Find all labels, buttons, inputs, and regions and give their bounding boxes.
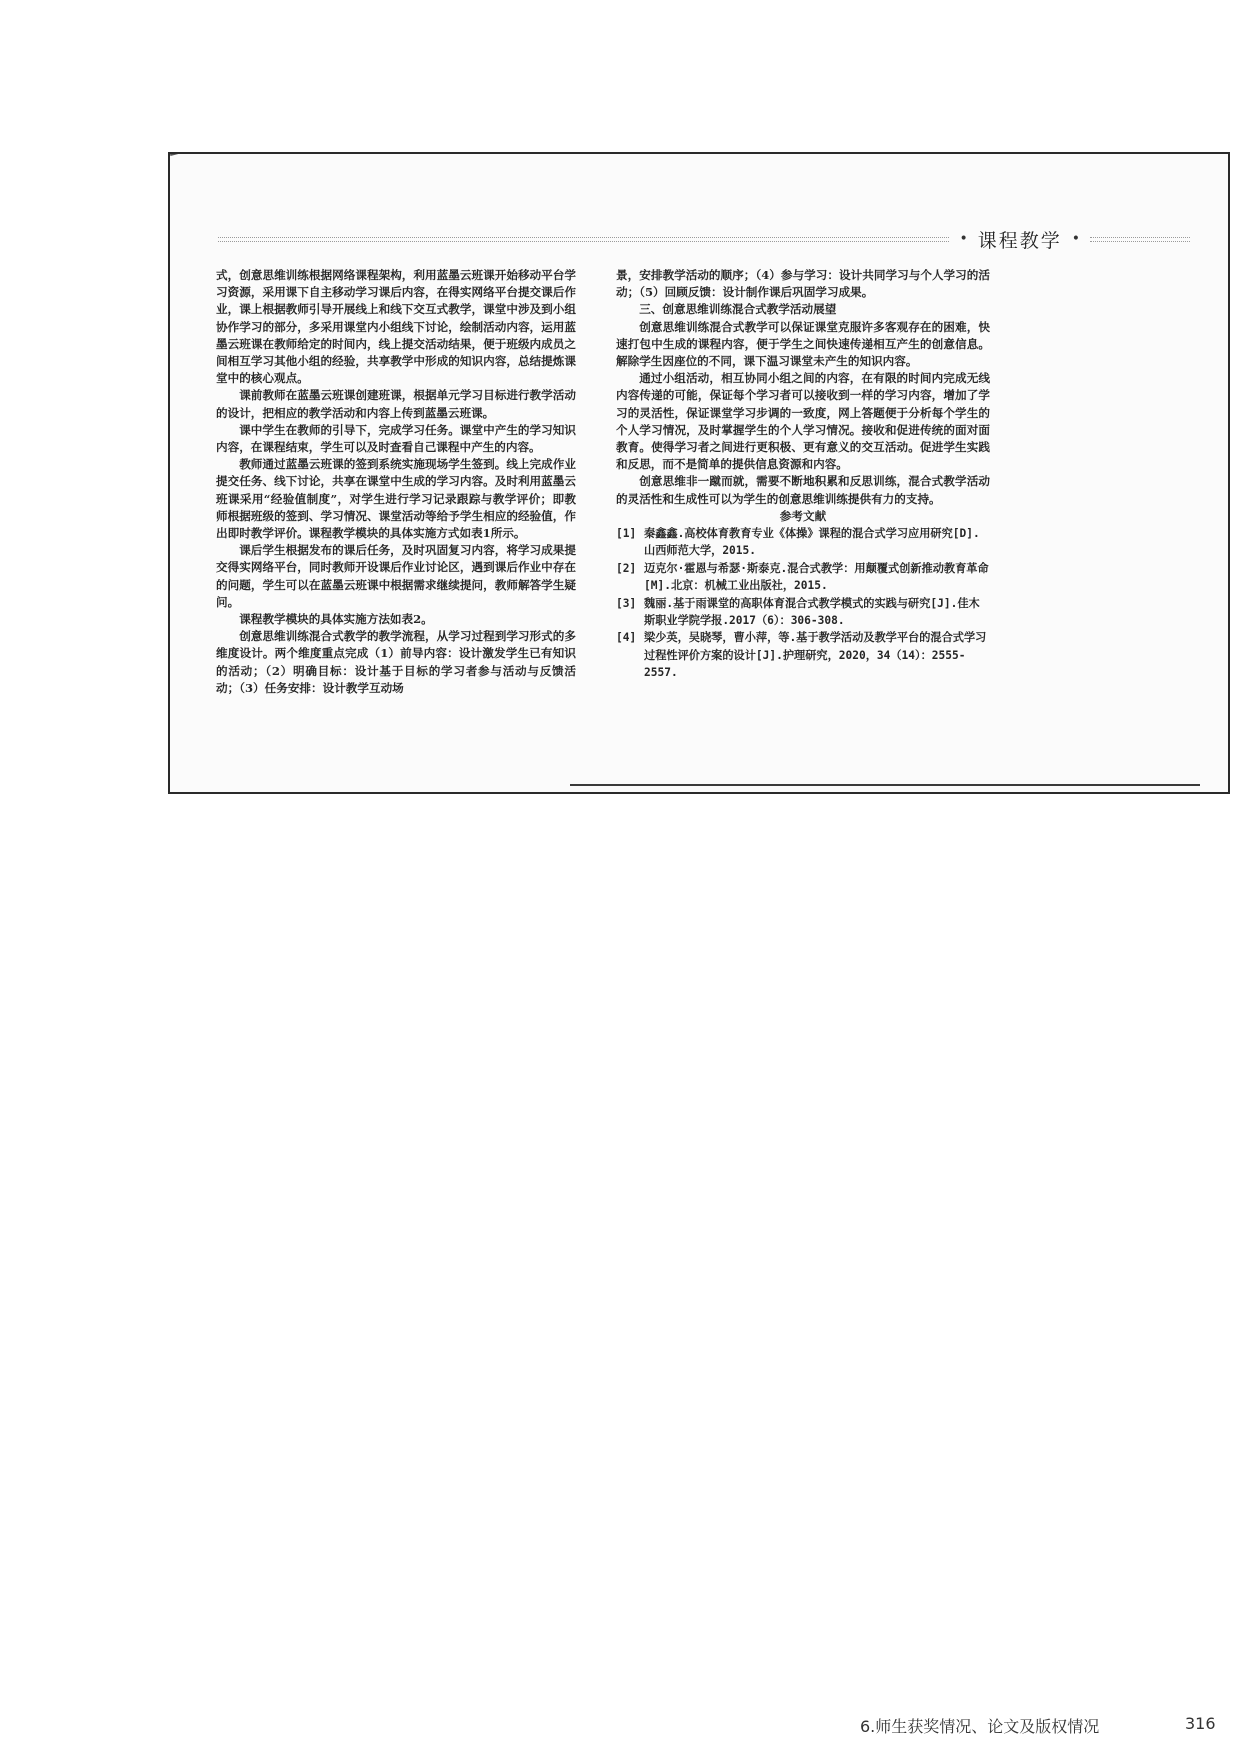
paragraph: 课程教学模块的具体实施方法如表2。 — [239, 612, 433, 627]
paragraph: 课前教师在蓝墨云班课创建班课，根据单元学习目标进行教学活动的设计，把相应的教学活动和内容上传到蓝墨云班课。 — [216, 388, 576, 420]
references-heading: 参考文献 — [779, 508, 827, 523]
reference-text: 迈克尔·霍恩与希瑟·斯泰克.混合式教学：用颠覆式创新推动教育革命[M].北京：机械工业出版社，2015. — [644, 561, 989, 593]
paragraph: 创意思维训练混合式教学的教学流程，从学习过程到学习形式的多维度设计。两个维度重点完成（1）前导内容：设计激发学生已有知识的活动；（2）明确目标：设计基于目标的学习者参与活动与反馈活动；（3）任务安排：设计教学互动场 — [216, 629, 576, 695]
reference-item — [616, 629, 990, 681]
footer-section-title: 6.师生获奖情况、论文及版权情况 — [860, 1717, 1100, 1736]
reference-item — [616, 560, 990, 595]
reference-item — [616, 525, 990, 560]
reference-text: 秦鑫鑫.高校体育教育专业《体操》课程的混合式学习应用研究[D].山西师范大学，2015. — [644, 527, 980, 558]
paragraph: 创意思维训练混合式教学可以保证课堂克服许多客观存在的困难，快速打包中生成的课程内容，便于学生之间快速传递相互产生的创意信息。解除学生因座位的不同，课下温习课堂未产生的知识内容。 — [616, 319, 990, 369]
paragraph: 式，创意思维训练根据网络课程架构，利用蓝墨云班课开始移动平台学习资源，采用课下自主移动学习课后内容，在得实网络平台提交课后作业，课上根据教师引导开展线上和线下交互式教学，课堂中涉及到小组协作学习的部分，多采用课堂内小组线下讨论，绘制活动内容，运用蓝墨云班课在教师给定的时间内，线上提交活动结果，便于班级内成员之间相互学习其他小组的经验，共享教学中形成的知识内容，总结提炼课堂中的核心观点。 — [216, 268, 576, 386]
bottom-rule — [570, 784, 1200, 786]
reference-item — [616, 595, 990, 630]
right-column — [616, 267, 990, 682]
header-rule-right — [1090, 237, 1190, 242]
paragraph: 课后学生根据发布的课后任务，及时巩固复习内容，将学习成果提交得实网络平台，同时教师开设课后作业讨论区，遇到课后作业中存在的问题，学生可以在蓝墨云班课中根据需求继续提问，教师解答学生疑问。 — [216, 543, 576, 609]
left-column — [216, 267, 576, 697]
scanned-page — [168, 152, 1230, 794]
section-heading: 三、创意思维训练混合式教学活动展望 — [639, 302, 837, 317]
journal-header — [218, 224, 1190, 254]
paragraph: 创意思维非一蹴而就，需要不断地积累和反思训练，混合式教学活动的灵活性和生成性可以为学生的创意思维训练提供有力的支持。 — [616, 474, 990, 506]
paragraph: 通过小组活动，相互协同小组之间的内容，在有限的时间内完成无线内容传递的可能，保证每个学习者可以接收到一样的学习内容，增加了学习的灵活性，保证课堂学习步调的一致度，网上答题便于分析每个学生的个人学习情况，及时掌握学生的个人学习情况。接收和促进传统的面对面教育。使得学习者之间进行更积极、更有意义的交互活动。促进学生实践和反思，而不是简单的提供信息资源和内容。 — [616, 371, 990, 472]
page-number: 316 — [1185, 1714, 1216, 1733]
paragraph: 景，安排教学活动的顺序；（4）参与学习：设计共同学习与个人学习的活动；（5）回顾反馈：设计制作课后巩固学习成果。 — [616, 268, 990, 300]
header-rule-left — [218, 237, 949, 242]
paragraph: 课中学生在教师的引导下，完成学习任务。课堂中产生的学习知识内容，在课程结束，学生可以及时查看自己课程中产生的内容。 — [216, 422, 576, 455]
header-bullet-right: • — [1071, 231, 1080, 247]
reference-number: [2] — [616, 561, 637, 575]
reference-number: [3] — [616, 596, 637, 610]
reference-text: 梁少英，吴晓琴，曹小萍，等.基于教学活动及教学平台的混合式学习过程性评价方案的设计[J].护理研究，2020，34（14）：2555-2557. — [644, 631, 987, 680]
journal-section-title: 课程教学 — [977, 229, 1062, 252]
reference-number: [1] — [616, 527, 637, 541]
reference-text: 魏丽.基于雨课堂的高职体育混合式教学模式的实践与研究[J].佳木斯职业学院学报.2017（6）：306-308. — [644, 596, 980, 628]
reference-number: [4] — [616, 631, 637, 645]
page-footer — [860, 1714, 1220, 1738]
paragraph: 教师通过蓝墨云班课的签到系统实施现场学生签到。线上完成作业提交任务、线下讨论，共享在课堂中生成的学习内容。及时利用蓝墨云班课采用“经验值制度”，对学生进行学习记录跟踪与教学评价；即教师根据班级的签到、学习情况、课堂活动等给予学生相应的经验值，作出即时教学评价。课程教学模块的具体实施方式如表1所示。 — [216, 457, 576, 541]
header-bullet-left: • — [959, 231, 968, 247]
